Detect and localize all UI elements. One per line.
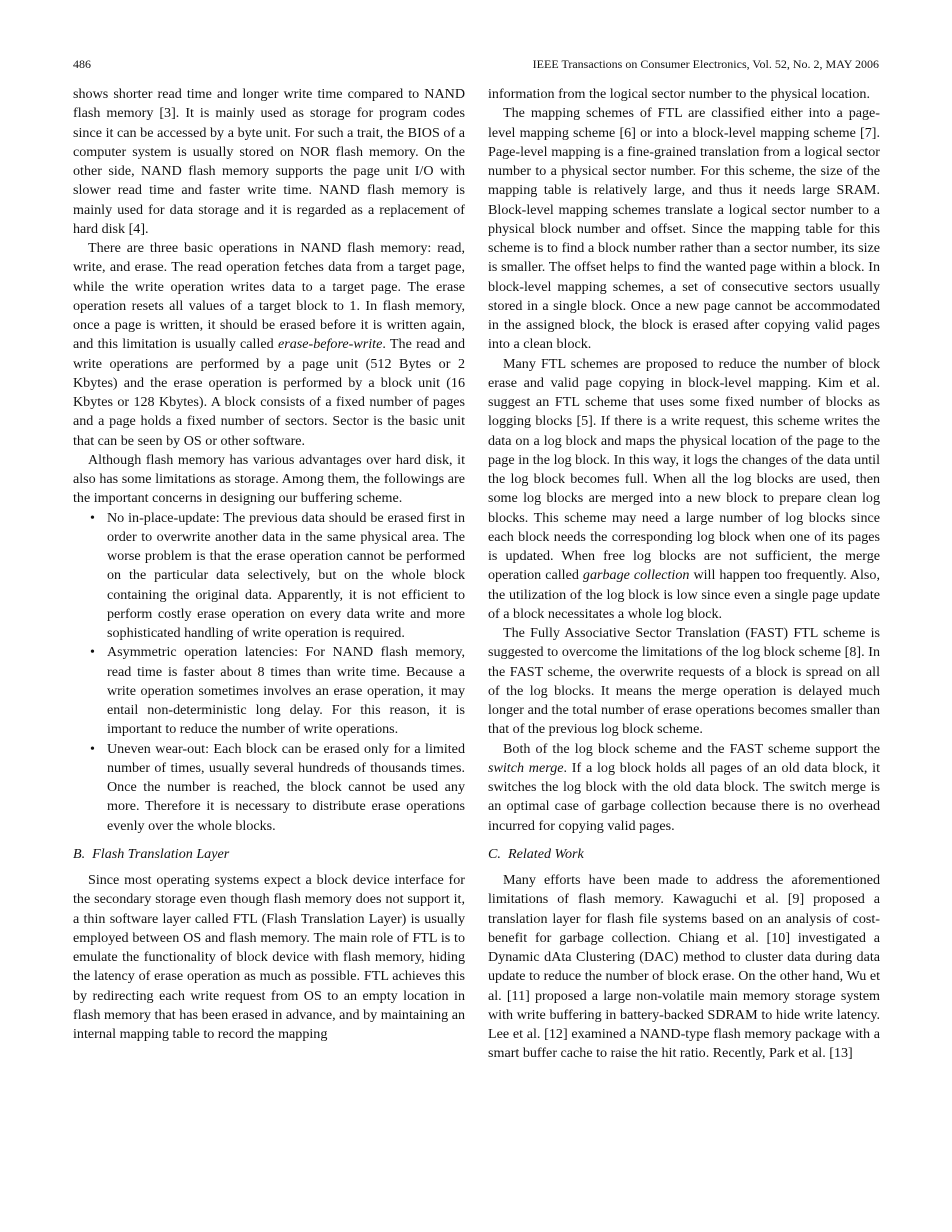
paragraph-mapping-continuation: information from the logical sector number to the physical location.: [488, 86, 870, 102]
bullet-icon: •: [90, 509, 95, 526]
italic-term-switch-merge: switch merge: [488, 759, 564, 776]
journal-running-header: IEEE Transactions on Consumer Electronics, Vol. 52, No. 2, MAY 2006: [532, 57, 879, 71]
paragraph-text: There are three basic operations in NAND flash memory: read, write, and erase. The read operation fetches data from a target page, while the write operation writes data to a target page. The erase operation resets all values of a target block to 1. In flash memory, once a page is written, it should be erased before it is written again, and this limitation is usually called: [73, 240, 465, 353]
paragraph-mapping-schemes: The mapping schemes of FTL are classified either into a page-level mapping scheme [6] or into a block-level mapping scheme [7]. Page-level mapping is a fine-grained translation from a logical sector number to a physical sector number. For this scheme, the size of the mapping table is relatively large, and thus it needs large SRAM. Block-level mapping schemes translate a logical sector number to a physical block number and offset. Since the mapping table for this scheme is to find a block number rather than a sector number, its size is smaller. The offset helps to find the wanted page within a block. In block-level mapping schemes, a set of consecutive sectors usually stored in a single block. Once a new page cannot be accommodated in the assigned block, the block is erased after copying valid pages into a clean block.: [488, 105, 880, 353]
right-column: [488, 85, 880, 1064]
italic-term-erase-before-write: erase-before-write: [277, 336, 383, 353]
left-column: [73, 85, 465, 1044]
paragraph-fast-scheme: The Fully Associative Sector Translation (FAST) FTL scheme is suggested to overcome the limitations of the log block scheme [8]. In the FAST scheme, the overwrite requests of a block is spread on all of the log blocks. It means the merge operation is delayed much longer and the total number of erase operations becomes smaller than that of the previous log block scheme.: [488, 625, 880, 738]
paragraph-switch-merge: [488, 740, 880, 836]
paragraph-basic-operations: [73, 239, 465, 451]
list-item-text: Asymmetric operation latencies: For NAND flash memory, read time is faster about 8 times than write time. Because a write operation sometimes involves an erase operation, it may entail non-deterministic long delay. For this reason, it is important to reduce the number of write operations.: [107, 644, 465, 738]
paragraph-nor-nand-comparison: shows shorter read time and longer write time compared to NAND flash memory [3]. It is mainly used as storage for program codes since it can be accessed by a byte unit. For such a trait, the BIOS of a computer system is usually stored on NOR flash memory. On the other side, NAND flash memory supports the page unit I/O with slower read time and faster write time. NAND flash memory is mainly used for data storage and it is regarded as a replacement of hard disk [4].: [73, 86, 465, 237]
paragraph-text: . If a log block holds all pages of an old data block, it switches the log block with the old data block. The switch merge is an optimal case of garbage collection because there is no overhead incurred for copying valid pages.: [488, 759, 880, 834]
limitations-list: [73, 509, 465, 836]
paragraph-related-work: Many efforts have been made to address the aforementioned limitations of flash memory. Kawaguchi et al. [9] proposed a translation layer for flash file systems based on an analysis of cost-benefit for garbage collection. Chiang et al. [10] investigated a Dynamic dAta Clustering (DAC) method to cluster data during data update to reduce the number of block erase. On the other hand, Wu et al. [11] proposed a large non-volatile main memory storage system with write buffering in battery-backed SDRAM to hide write latency. Lee et al. [12] examined a NAND-type flash memory package with a smart buffer cache to raise the hit ratio. Recently, Park et al. [13]: [488, 872, 880, 1062]
bullet-icon: •: [90, 740, 95, 757]
list-item-asymmetric-latencies: [73, 643, 465, 739]
paragraph-log-block-scheme: [488, 355, 880, 625]
list-item-no-in-place-update: [73, 509, 465, 644]
list-item-text: Uneven wear-out: Each block can be erased only for a limited number of times, usually several hundreds of thousands times. Once the number is reached, the block cannot be used any more. Therefore it is necessary to distribute erase operations evenly over the whole blocks.: [107, 740, 465, 834]
section-heading-flash-translation-layer: B. Flash Translation Layer: [73, 845, 230, 862]
list-item-uneven-wear-out: [73, 740, 465, 836]
list-item-text: No in-place-update: The previous data should be erased first in order to overwrite another data in the same physical area. The worse problem is that the erase operation cannot be performed on the particular data selectively, but on the whole block containing the original data. Apparently, it is not efficient to perform costly erase operation on every data write and more sophisticated handling of write operation is required.: [107, 509, 465, 641]
paragraph-text: . The read and write operations are performed by a page unit (512 Bytes or 2 Kbytes) and the erase operation is performed by a block unit (16 Kbytes or 128 Kbytes). A block consists of a fixed number of pages and a page holds a fixed number of sectors. Sector is the basic unit that can be seen by OS or other software.: [73, 336, 465, 449]
paragraph-text: will happen too frequently. Also, the utilization of the log block is low since even a single page update of a block necessitates a whole log block.: [488, 567, 880, 622]
bullet-icon: •: [90, 644, 95, 661]
paragraph-text: Both of the log block scheme and the FAST scheme support the: [503, 740, 880, 757]
paragraph-limitations: Although flash memory has various advantages over hard disk, it also has some limitations as storage. Among them, the followings are the important concerns in designing our buffering scheme.: [73, 451, 465, 507]
page-number: 486: [73, 57, 91, 71]
italic-term-garbage-collection: garbage collection: [582, 567, 690, 584]
paragraph-text: Many FTL schemes are proposed to reduce the number of block erase and valid page copying in block-level mapping. Kim et al. suggest an FTL scheme that uses some fixed number of blocks as logging blocks [5]. If there is a write request, this scheme writes the data on a log block and maps the physical location of the page to the page in the log block. In this way, it logs the changes of the data until the log block becomes full. When all the log blocks are used, then some log blocks are merged into a new block to prepare clean log blocks. This scheme may need a large number of log blocks since each block needs the corresponding log block when one of its pages is updated. When free log blocks are not sufficient, the merge operation called: [488, 355, 880, 584]
section-heading-related-work: C. Related Work: [488, 845, 584, 862]
paragraph-ftl-intro: Since most operating systems expect a block device interface for the secondary storage even though flash memory does not support it, a thin software layer called FTL (Flash Translation Layer) is usually employed between OS and flash memory. The main role of FTL is to emulate the functionality of block device with flash memory, hiding the latency of erase operation as much as possible. FTL achieves this by redirecting each write request from OS to an empty location in flash memory that has been erased in advance, and by maintaining an internal mapping table to record the mapping: [73, 872, 465, 1042]
